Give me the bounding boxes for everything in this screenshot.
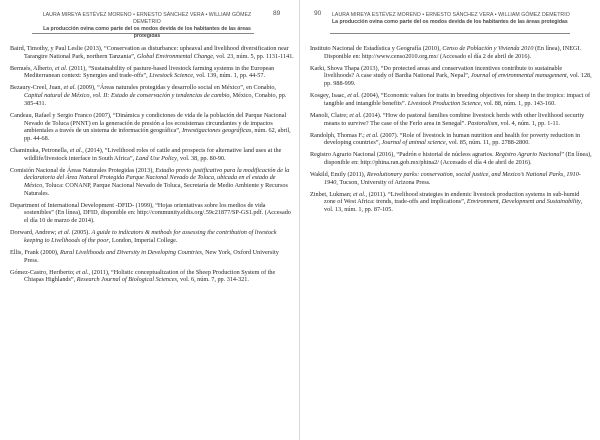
reference-entry [10, 84, 294, 107]
reference-text: , vol. 13, núm. 1, pp. 87-105. [324, 198, 583, 214]
reference-text: , (2011). “Livelihood strategies in endemic livestock production systems in sub-humid zone of West Africa: trends, trade-offs and implications”, [324, 190, 580, 206]
reference-title: et al. [353, 190, 366, 198]
reference-text: Baird, Timothy, y Paul Leslie (2013), “Conservation as disturbance: upheaval and livelihood diversification near Tarangire National Park, northern Tanzania”, [10, 45, 289, 60]
reference-title: Journal of environmental management [470, 72, 567, 80]
reference-list [310, 45, 592, 214]
reference-entry [310, 45, 592, 60]
reference-title: et al. [55, 64, 68, 72]
reference-entry [10, 112, 294, 143]
header-authors: LAURA MIREYA ESTÉVEZ MORENO • ERNESTO SÁNCHEZ VERA • WILLIAM GÓMEZ DEMETRIO [332, 12, 570, 18]
reference-entry [10, 167, 294, 198]
reference-title: et al. [347, 92, 360, 100]
reference-entry [310, 132, 592, 147]
reference-text: , México, Conabio, pp. 385-431. [24, 92, 287, 107]
right-page [300, 0, 600, 440]
reference-text: , Toluca: CONANP, Parque Nacional Nevado de Toluca, Secretaría de Medio Ambiente y Recursos Naturales. [24, 182, 288, 197]
reference-title: A guide to indicators & methods for assessing the contribution of livestock keeping to Livelihoods of the poor [24, 229, 277, 244]
reference-title: Estudio previo justificativo para la modificación de la declaratoria del Área Natural Protegida Parque Nacional Nevado de Toluca, ubicada en el estado de México [24, 166, 290, 190]
reference-text: Registro Agrario Nacional (2016), “Padrón e historial de núcleos agrarios. [310, 151, 496, 159]
reference-text: Kosgey, Isaac, [310, 92, 348, 100]
reference-title: Livestock Production Science [407, 99, 481, 107]
reference-title: Environment, Development and Sustainability [466, 198, 581, 206]
reference-title: et al. [69, 146, 83, 154]
reference-text: , vol. 85, núm. 11, pp. 2788-2800. [445, 139, 530, 147]
reference-title: Capital natural de México, vol. II: Estado de conservación y tendencias de cambio [24, 92, 230, 100]
reference-entry [10, 147, 294, 162]
reference-text: Ellis, Frank (2000), [10, 248, 61, 256]
reference-text: (En línea), INEGI. Disponible en: http://www.censo2010.org.mx/ (Accesado el día 2 de abril de 2016). [324, 45, 582, 60]
reference-text: , vol. 6, núm. 7, pp. 314-321. [176, 276, 249, 284]
reference-text: , vol. 23, núm. 5, pp. 1131-1141. [213, 52, 294, 60]
reference-text: (2004), “Economic values for traits in breeding objectives for sheep in the tropics: impact of tangible and intangible benefits”. [324, 92, 591, 107]
reference-text: Bezaury-Creel, Juan, [10, 84, 64, 92]
reference-title: Revolutionary parks: conservation, social justice, and Mexico’s National Parks, 1910-1940 [324, 170, 581, 186]
reference-text: Candeau, Rafael y Sergio Franco (2007), “Dinámica y condiciones de vida de la población del Parque Nacional Nevado de Toluca (PNNT) en la generación de presión a los ecosistemas circundantes y de impactos ambientales a través de un sistema de información geográfica”, [10, 111, 287, 135]
reference-entry [310, 171, 592, 186]
reference-title: et al. [63, 84, 76, 92]
reference-title: Investigaciones geográficas [182, 127, 252, 135]
reference-entry [310, 191, 592, 214]
reference-title: Livestock Science [149, 72, 194, 80]
page-number: 89 [273, 10, 281, 17]
reference-entry [10, 229, 294, 244]
reference-entry [310, 92, 592, 107]
reference-text: (2005). [70, 229, 92, 237]
reference-text: , (2014), “Livelihood roles of cattle and prospects for alternative land uses at the wildlife/livestock interface in South Africa”, [24, 146, 282, 162]
reference-title: Global Environmental Change [136, 52, 214, 60]
reference-title: Registro Agrario Nacional [495, 151, 562, 159]
reference-title: Journal of animal science [381, 139, 446, 147]
reference-text: Instituto Nacional de Estadística y Geografía (2010), [310, 45, 443, 52]
reference-text: (2007). “Role of livestock in human nutrition and health for poverty reduction in developing countries”, [324, 131, 581, 147]
header-subtitle: La producción ovina como parte del os modos devida de los habitantes de las áreas protegidas [332, 19, 568, 25]
reference-text: , vol. 88, núm. 1, pp. 143-160. [480, 99, 556, 107]
reference-title: Land Use Policy [135, 154, 177, 162]
header-subtitle: La producción ovina como parte del os modos devida de los habitantes de las áreas protegidas [43, 26, 251, 39]
reference-title: Rural Livelihoods and Diversity in Developing Countries [60, 248, 202, 256]
reference-text: , Tucson, University of Arizona Press. [336, 178, 431, 186]
reference-title: et al. [349, 111, 362, 119]
reference-entry [310, 151, 592, 166]
reference-title: Censo de Población y Vivienda 2010 [442, 45, 534, 52]
reference-text: , vol. 128, pp. 988-999. [324, 72, 592, 88]
running-header [10, 0, 294, 39]
reference-text: Department of International Development -DFID- (1999), “Hojas orientativas sobre los medios de vida sostenibles” (En línea), DFID, disponible en: http://community.eldis.org/.59c21877/SP-GS1.pdf. (Accesado el día 10 de marzo de 2014). [10, 201, 291, 225]
reference-list [10, 45, 294, 284]
reference-text: , vol. 38, pp. 80-90. [176, 154, 226, 162]
reference-text: ” (En línea), disponible en: http://phina.ran.gob.mx/phina2/ (Accesado el día 4 de abril de 2016). [324, 151, 592, 166]
reference-entry [10, 45, 294, 60]
reference-title: et al. [57, 229, 71, 237]
reference-text: Bernués, Alberto, [10, 64, 56, 72]
reference-text: , vol. 139, núm. 1, pp. 44-57. [193, 72, 266, 80]
reference-text: Comisión Nacional de Áreas Naturales Protegidas (2013), [10, 166, 156, 174]
reference-text: Gómez-Castro, Heriberto; [10, 268, 77, 276]
reference-text: Karki, Shova Thapa (2013), “Do protected areas and conservation incentives contribute to sustainable livelihoods? A case study of Bardia National Park, Nepal”, [310, 64, 563, 80]
reference-text: Manoli, Claire; [310, 111, 350, 119]
reference-title: Pastoralism [467, 119, 498, 127]
reference-text: (2011), “Sustainability of pasture-based livestock farming systems in the European Mediterranean context: Synergies and trade-offs”, [24, 64, 275, 80]
reference-text: (2014). “How do pastoral families combine livestock herds with other livelihood security means to survive? The case of the Ferlo area in Senegal”. [324, 111, 585, 127]
header-rule [330, 33, 570, 34]
reference-text: , New York, Oxford University Press. [24, 248, 279, 264]
page-number: 90 [314, 10, 322, 17]
reference-title: Research Journal of Biological Sciences [76, 276, 177, 284]
reference-text: , (2011), “Holistic conceptualization of the Sheep Production System of the Chiapas Highlands”, [24, 268, 276, 284]
header-authors: LAURA MIREYA ESTÉVEZ MORENO • ERNESTO SÁNCHEZ VERA • WILLIAM GÓMEZ DEMETRIO [42, 12, 252, 25]
reference-title: et al. [366, 131, 379, 139]
reference-entry [310, 112, 592, 127]
reference-text: (2009), “Áreas naturales protegidas y desarrollo social en México”, en Conabio, [75, 84, 276, 92]
reference-entry [10, 65, 294, 80]
reference-text: Dorward, Andrew; [10, 229, 58, 237]
reference-text: , núm. 62, abril, pp. 44-68. [24, 127, 291, 142]
reference-entry [10, 269, 294, 284]
running-header [310, 0, 592, 34]
reference-title: et al. [76, 268, 89, 276]
reference-text: Chaminuka, Petronella, [10, 146, 70, 154]
header-rule [32, 33, 254, 34]
reference-entry [10, 249, 294, 264]
reference-text: Zinbet, Lukman; [310, 190, 354, 198]
reference-text: Randolph, Thomas F.; [310, 131, 367, 139]
reference-entry [310, 65, 592, 88]
reference-entry [10, 202, 294, 225]
reference-text: , vol. 4, núm. 1, pp. 1-11. [497, 119, 560, 127]
reference-text: Wakild, Emily (2011), [310, 170, 367, 178]
reference-text: , London, Imperial College. [108, 236, 178, 244]
